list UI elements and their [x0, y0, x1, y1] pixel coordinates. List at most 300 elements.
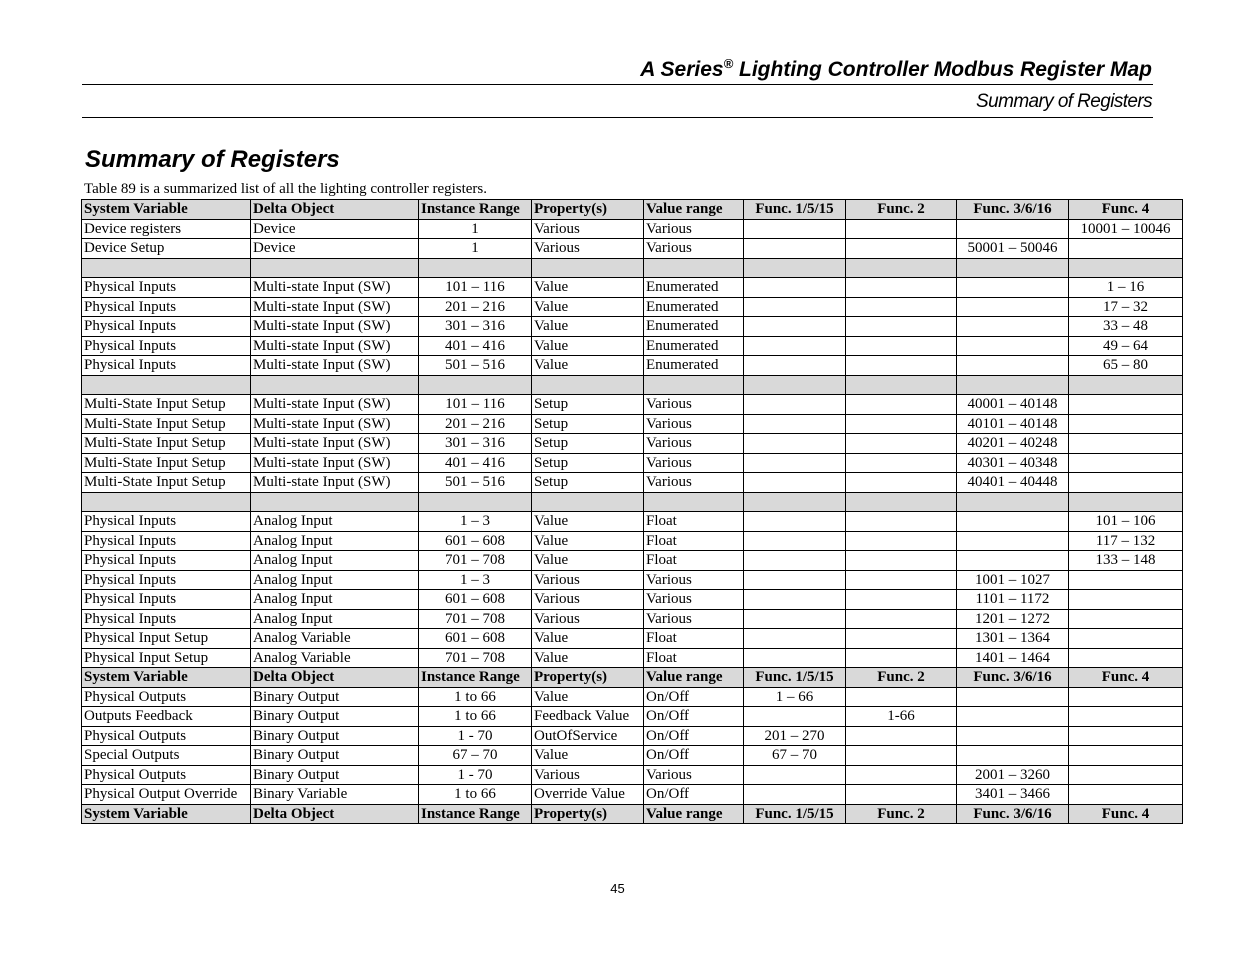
table-row: [82, 297, 1183, 317]
column-header: Func. 1/5/15: [744, 668, 846, 688]
table-cell: Value: [532, 512, 644, 532]
table-row: [82, 434, 1183, 454]
table-cell: 1 – 16: [1069, 278, 1183, 298]
table-cell: [957, 297, 1069, 317]
column-header: Func. 3/6/16: [957, 668, 1069, 688]
table-cell: [846, 317, 957, 337]
table-cell: [744, 648, 846, 668]
separator-cell: [846, 258, 957, 278]
table-cell: Physical Inputs: [82, 570, 251, 590]
table-cell: [846, 648, 957, 668]
table-cell: On/Off: [644, 726, 744, 746]
table-cell: Value: [532, 531, 644, 551]
table-cell: Multi-State Input Setup: [82, 395, 251, 415]
column-header: Property(s): [532, 668, 644, 688]
table-cell: [744, 356, 846, 376]
column-header: Instance Range: [419, 668, 532, 688]
column-header: System Variable: [82, 804, 251, 824]
table-cell: Setup: [532, 434, 644, 454]
table-cell: 201 – 216: [419, 297, 532, 317]
table-cell: 201 – 270: [744, 726, 846, 746]
table-cell: 1 – 66: [744, 687, 846, 707]
table-cell: [846, 395, 957, 415]
table-cell: Physical Inputs: [82, 297, 251, 317]
table-cell: Multi-State Input Setup: [82, 473, 251, 493]
table-cell: 1 – 3: [419, 512, 532, 532]
table-cell: [957, 219, 1069, 239]
table-cell: Value: [532, 746, 644, 766]
table-cell: 1401 – 1464: [957, 648, 1069, 668]
table-cell: [846, 356, 957, 376]
table-row: [82, 453, 1183, 473]
separator-cell: [957, 492, 1069, 512]
separator-cell: [957, 375, 1069, 395]
table-row: [82, 551, 1183, 571]
table-cell: Multi-state Input (SW): [251, 336, 419, 356]
table-cell: [744, 590, 846, 610]
table-cell: [744, 512, 846, 532]
table-row: [82, 765, 1183, 785]
table-cell: [1069, 648, 1183, 668]
table-cell: Special Outputs: [82, 746, 251, 766]
table-cell: Multi-state Input (SW): [251, 395, 419, 415]
table-cell: [846, 726, 957, 746]
table-cell: Analog Input: [251, 590, 419, 610]
column-header: Func. 2: [846, 804, 957, 824]
separator-cell: [419, 375, 532, 395]
table-cell: Analog Input: [251, 570, 419, 590]
table-cell: 1: [419, 239, 532, 259]
table-cell: Physical Outputs: [82, 687, 251, 707]
table-cell: On/Off: [644, 785, 744, 805]
table-cell: 17 – 32: [1069, 297, 1183, 317]
table-cell: Various: [532, 609, 644, 629]
separator-cell: [1069, 375, 1183, 395]
table-cell: [846, 590, 957, 610]
table-cell: [1069, 590, 1183, 610]
table-header-row: [82, 200, 1183, 220]
separator-cell: [644, 375, 744, 395]
table-cell: 701 – 708: [419, 551, 532, 571]
table-cell: Various: [644, 570, 744, 590]
table-cell: 1 - 70: [419, 726, 532, 746]
table-cell: Physical Outputs: [82, 765, 251, 785]
column-header: Func. 1/5/15: [744, 804, 846, 824]
header-subtitle: Summary of Registers: [976, 91, 1152, 112]
table-cell: Physical Inputs: [82, 512, 251, 532]
table-cell: 133 – 148: [1069, 551, 1183, 571]
table-cell: 40101 – 40148: [957, 414, 1069, 434]
table-cell: [744, 278, 846, 298]
table-row: [82, 395, 1183, 415]
column-header: Func. 2: [846, 200, 957, 220]
table-cell: 501 – 516: [419, 473, 532, 493]
table-cell: 40001 – 40148: [957, 395, 1069, 415]
table-row: [82, 512, 1183, 532]
table-cell: Physical Inputs: [82, 356, 251, 376]
separator-cell: [251, 375, 419, 395]
table-cell: Multi-state Input (SW): [251, 473, 419, 493]
table-cell: 49 – 64: [1069, 336, 1183, 356]
table-cell: Various: [644, 473, 744, 493]
table-cell: Float: [644, 551, 744, 571]
table-row: [82, 336, 1183, 356]
table-cell: 101 – 106: [1069, 512, 1183, 532]
table-cell: 40301 – 40348: [957, 453, 1069, 473]
table-cell: [1069, 629, 1183, 649]
table-separator-row: [82, 258, 1183, 278]
table-cell: Outputs Feedback: [82, 707, 251, 727]
table-cell: 701 – 708: [419, 648, 532, 668]
table-cell: 101 – 116: [419, 278, 532, 298]
table-cell: Binary Variable: [251, 785, 419, 805]
table-cell: 1101 – 1172: [957, 590, 1069, 610]
table-cell: 65 – 80: [1069, 356, 1183, 376]
table-cell: [744, 609, 846, 629]
table-cell: [744, 629, 846, 649]
table-cell: [744, 785, 846, 805]
table-row: [82, 726, 1183, 746]
table-cell: Enumerated: [644, 297, 744, 317]
separator-cell: [846, 375, 957, 395]
table-row: [82, 687, 1183, 707]
table-cell: [744, 531, 846, 551]
table-cell: Analog Input: [251, 609, 419, 629]
table-cell: Enumerated: [644, 317, 744, 337]
column-header: System Variable: [82, 668, 251, 688]
table-cell: [957, 336, 1069, 356]
table-cell: 1 - 70: [419, 765, 532, 785]
table-cell: Multi-State Input Setup: [82, 434, 251, 454]
table-cell: On/Off: [644, 687, 744, 707]
table-separator-row: [82, 375, 1183, 395]
header-rule-top: [82, 84, 1153, 85]
table-cell: [957, 687, 1069, 707]
table-cell: Value: [532, 629, 644, 649]
table-cell: Multi-state Input (SW): [251, 414, 419, 434]
table-cell: Binary Output: [251, 746, 419, 766]
table-cell: 1: [419, 219, 532, 239]
column-header: Func. 1/5/15: [744, 200, 846, 220]
separator-cell: [644, 258, 744, 278]
column-header: Value range: [644, 804, 744, 824]
table-cell: Enumerated: [644, 336, 744, 356]
table-cell: Device registers: [82, 219, 251, 239]
table-cell: Various: [644, 239, 744, 259]
table-cell: Enumerated: [644, 356, 744, 376]
separator-cell: [251, 492, 419, 512]
intro-text: Table 89 is a summarized list of all the lighting controller registers.: [84, 181, 488, 197]
separator-cell: [1069, 258, 1183, 278]
table-cell: [744, 453, 846, 473]
table-cell: Setup: [532, 414, 644, 434]
column-header: Delta Object: [251, 668, 419, 688]
table-cell: Setup: [532, 395, 644, 415]
table-cell: Various: [644, 765, 744, 785]
table-cell: [1069, 785, 1183, 805]
table-cell: [846, 297, 957, 317]
table-cell: Physical Inputs: [82, 551, 251, 571]
table-cell: 1 to 66: [419, 785, 532, 805]
table-cell: [846, 609, 957, 629]
table-cell: [1069, 473, 1183, 493]
table-cell: [744, 551, 846, 571]
table-cell: [846, 336, 957, 356]
table-row: [82, 356, 1183, 376]
table-cell: Analog Input: [251, 512, 419, 532]
table-cell: Analog Input: [251, 551, 419, 571]
table-cell: Physical Input Setup: [82, 648, 251, 668]
separator-cell: [82, 375, 251, 395]
table-cell: 1 to 66: [419, 707, 532, 727]
table-cell: Feedback Value: [532, 707, 644, 727]
table-row: [82, 746, 1183, 766]
table-cell: Binary Output: [251, 707, 419, 727]
table-cell: 401 – 416: [419, 453, 532, 473]
table-cell: Value: [532, 317, 644, 337]
table-cell: Various: [532, 570, 644, 590]
table-cell: [744, 473, 846, 493]
table-cell: Physical Output Override: [82, 785, 251, 805]
table-cell: Various: [644, 609, 744, 629]
table-cell: 40401 – 40448: [957, 473, 1069, 493]
table-cell: Multi-state Input (SW): [251, 434, 419, 454]
table-cell: Value: [532, 356, 644, 376]
separator-cell: [82, 492, 251, 512]
table-cell: [744, 336, 846, 356]
table-cell: [744, 570, 846, 590]
separator-cell: [419, 492, 532, 512]
table-cell: [744, 297, 846, 317]
table-cell: [744, 239, 846, 259]
table-cell: [1069, 687, 1183, 707]
table-cell: Analog Variable: [251, 629, 419, 649]
table-cell: 601 – 608: [419, 531, 532, 551]
table-cell: Various: [644, 453, 744, 473]
table-separator-row: [82, 492, 1183, 512]
table-cell: [957, 746, 1069, 766]
separator-cell: [846, 492, 957, 512]
table-cell: [1069, 453, 1183, 473]
column-header: Instance Range: [419, 200, 532, 220]
register-summary-table: [81, 199, 1183, 824]
table-cell: Analog Variable: [251, 648, 419, 668]
table-cell: Physical Inputs: [82, 590, 251, 610]
table-cell: Multi-state Input (SW): [251, 453, 419, 473]
table-cell: Various: [644, 414, 744, 434]
table-cell: 67 – 70: [744, 746, 846, 766]
table-cell: Physical Outputs: [82, 726, 251, 746]
separator-cell: [251, 258, 419, 278]
table-cell: [957, 512, 1069, 532]
table-cell: Binary Output: [251, 687, 419, 707]
table-cell: Device: [251, 219, 419, 239]
table-cell: Physical Inputs: [82, 531, 251, 551]
table-cell: Multi-State Input Setup: [82, 414, 251, 434]
table-cell: 1 to 66: [419, 687, 532, 707]
table-cell: 50001 – 50046: [957, 239, 1069, 259]
column-header: Func. 2: [846, 668, 957, 688]
table-cell: Various: [644, 395, 744, 415]
separator-cell: [419, 258, 532, 278]
table-cell: Analog Input: [251, 531, 419, 551]
table-cell: [744, 317, 846, 337]
table-cell: [846, 531, 957, 551]
table-cell: Physical Input Setup: [82, 629, 251, 649]
table-cell: Multi-state Input (SW): [251, 297, 419, 317]
table-cell: Various: [532, 590, 644, 610]
table-cell: 1201 – 1272: [957, 609, 1069, 629]
table-cell: [957, 356, 1069, 376]
table-row: [82, 570, 1183, 590]
table-cell: 117 – 132: [1069, 531, 1183, 551]
table-cell: [846, 551, 957, 571]
page-number: 45: [610, 881, 625, 896]
table-cell: 601 – 608: [419, 629, 532, 649]
table-cell: Various: [532, 239, 644, 259]
table-cell: [846, 512, 957, 532]
table-cell: 701 – 708: [419, 609, 532, 629]
table-cell: Enumerated: [644, 278, 744, 298]
table-cell: [1069, 746, 1183, 766]
table-cell: 301 – 316: [419, 317, 532, 337]
table-cell: Various: [644, 434, 744, 454]
table-cell: Override Value: [532, 785, 644, 805]
header-rule-bottom: [82, 117, 1153, 118]
table-cell: [846, 434, 957, 454]
table-row: [82, 648, 1183, 668]
table-cell: 601 – 608: [419, 590, 532, 610]
table-cell: [1069, 707, 1183, 727]
table-cell: [846, 687, 957, 707]
registered-mark: ®: [723, 56, 734, 71]
table-cell: [846, 453, 957, 473]
table-cell: [744, 414, 846, 434]
table-cell: [744, 219, 846, 239]
table-cell: Various: [644, 219, 744, 239]
table-cell: 3401 – 3466: [957, 785, 1069, 805]
table-cell: [1069, 395, 1183, 415]
table-cell: 301 – 316: [419, 434, 532, 454]
table-cell: Value: [532, 297, 644, 317]
table-cell: Physical Inputs: [82, 336, 251, 356]
table-cell: 40201 – 40248: [957, 434, 1069, 454]
table-cell: Device: [251, 239, 419, 259]
table-row: [82, 609, 1183, 629]
table-row: [82, 531, 1183, 551]
table-cell: Device Setup: [82, 239, 251, 259]
table-cell: Binary Output: [251, 726, 419, 746]
column-header: Delta Object: [251, 200, 419, 220]
table-cell: [846, 629, 957, 649]
table-cell: [1069, 434, 1183, 454]
table-cell: Multi-state Input (SW): [251, 356, 419, 376]
column-header: Value range: [644, 200, 744, 220]
table-cell: On/Off: [644, 707, 744, 727]
table-cell: Float: [644, 648, 744, 668]
table-cell: Value: [532, 687, 644, 707]
table-cell: [957, 317, 1069, 337]
column-header: Property(s): [532, 804, 644, 824]
table-cell: [957, 551, 1069, 571]
table-cell: Physical Inputs: [82, 317, 251, 337]
register-table-body: [82, 200, 1183, 824]
table-cell: 101 – 116: [419, 395, 532, 415]
table-cell: 1301 – 1364: [957, 629, 1069, 649]
table-cell: Float: [644, 531, 744, 551]
separator-cell: [82, 258, 251, 278]
column-header: Func. 4: [1069, 200, 1183, 220]
table-cell: [846, 473, 957, 493]
table-row: [82, 317, 1183, 337]
column-header: Func. 3/6/16: [957, 200, 1069, 220]
column-header: Property(s): [532, 200, 644, 220]
table-cell: [744, 395, 846, 415]
table-cell: [846, 785, 957, 805]
column-header: Instance Range: [419, 804, 532, 824]
table-cell: [846, 414, 957, 434]
table-cell: [846, 219, 957, 239]
table-cell: [846, 570, 957, 590]
table-cell: Physical Inputs: [82, 278, 251, 298]
table-cell: Value: [532, 278, 644, 298]
table-row: [82, 785, 1183, 805]
table-cell: [1069, 414, 1183, 434]
table-cell: [846, 746, 957, 766]
table-header-row: [82, 668, 1183, 688]
column-header: Value range: [644, 668, 744, 688]
table-cell: [1069, 726, 1183, 746]
table-cell: Various: [532, 765, 644, 785]
table-cell: Multi-state Input (SW): [251, 278, 419, 298]
table-cell: [744, 765, 846, 785]
separator-cell: [957, 258, 1069, 278]
separator-cell: [644, 492, 744, 512]
section-title: Summary of Registers: [85, 146, 340, 173]
table-cell: OutOfService: [532, 726, 644, 746]
table-cell: Setup: [532, 473, 644, 493]
table-cell: [1069, 570, 1183, 590]
table-row: [82, 278, 1183, 298]
table-row: [82, 219, 1183, 239]
table-cell: Multi-state Input (SW): [251, 317, 419, 337]
table-cell: Float: [644, 629, 744, 649]
table-cell: Multi-State Input Setup: [82, 453, 251, 473]
column-header: Func. 4: [1069, 804, 1183, 824]
table-cell: [957, 726, 1069, 746]
column-header: Func. 4: [1069, 668, 1183, 688]
header-title: A Series® Lighting Controller Modbus Register Map: [640, 56, 1152, 81]
table-cell: 1-66: [846, 707, 957, 727]
column-header: Func. 3/6/16: [957, 804, 1069, 824]
separator-cell: [532, 492, 644, 512]
table-cell: 10001 – 10046: [1069, 219, 1183, 239]
table-row: [82, 707, 1183, 727]
table-cell: Physical Inputs: [82, 609, 251, 629]
separator-cell: [744, 492, 846, 512]
table-cell: [957, 707, 1069, 727]
table-row: [82, 239, 1183, 259]
separator-cell: [744, 258, 846, 278]
table-cell: 67 – 70: [419, 746, 532, 766]
separator-cell: [1069, 492, 1183, 512]
table-cell: [846, 278, 957, 298]
table-row: [82, 414, 1183, 434]
table-cell: [1069, 609, 1183, 629]
table-cell: 2001 – 3260: [957, 765, 1069, 785]
table-header-row: [82, 804, 1183, 824]
table-cell: [1069, 765, 1183, 785]
